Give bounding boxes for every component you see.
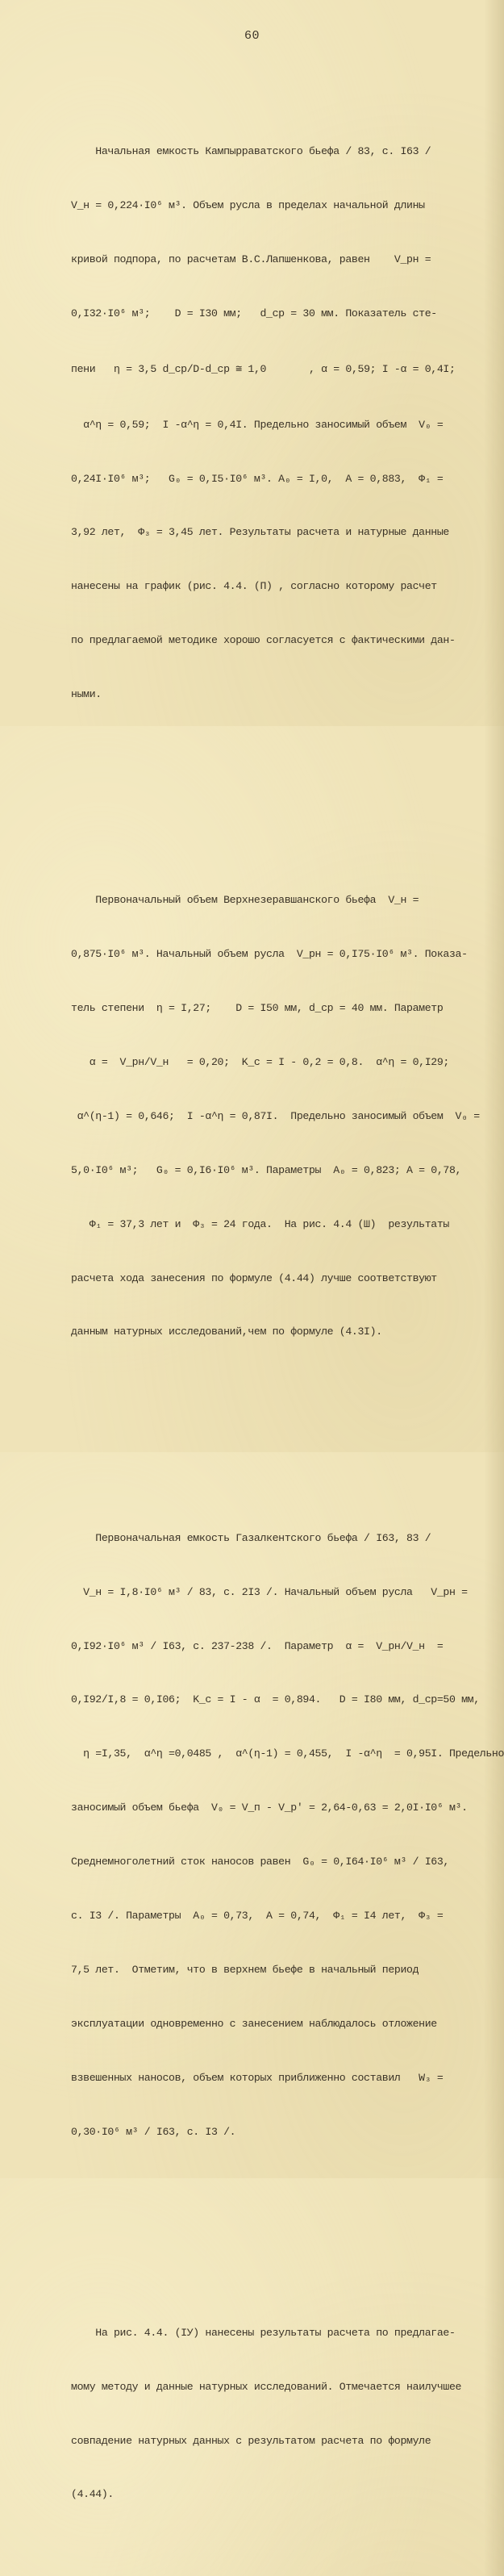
paragraph-gazalkent bbox=[71, 1493, 504, 2177]
text-line: 0,875·I0⁶ м³. Начальный объем русла V_рн = 0,I75·I0⁶ м³. Показа- bbox=[71, 948, 468, 961]
text-line: ными. bbox=[71, 688, 102, 701]
page-number: 60 bbox=[244, 29, 260, 43]
text-line: Первоначальная емкость Газалкентского бьефа / I63, 83 / bbox=[71, 1531, 431, 1544]
formula-line: пени η = 3,5 d_ср/D-d_ср ≅ 1,0 , α = 0,59; I -α = 0,4I; bbox=[71, 363, 456, 376]
text-line: α^(η-1) = 0,646; I -α^η = 0,87I. Предельно заносимый объем V₀ = bbox=[71, 1109, 480, 1122]
paragraph-gap bbox=[71, 2231, 482, 2234]
text-line: мому методу и данные натурных исследований. Отмечается наилучшее bbox=[71, 2380, 462, 2393]
text-line: расчета хода занесения по формуле (4.44) лучше соответствуют bbox=[71, 1271, 437, 1284]
paragraph-verkhnezeravshan bbox=[71, 856, 482, 1378]
text-line: V_н = I,8·I0⁶ м³ / 83, с. 2I3 /. Начальный объем русла V_рн = bbox=[71, 1585, 468, 1598]
paragraph-gap bbox=[71, 794, 482, 802]
text-line: 0,I92·I0⁶ м³ / I63, с. 237-238 /. Параметр α = V_рн/V_н = bbox=[71, 1639, 444, 1652]
text-line: взвешенных наносов, объем которых приближенно составил W₃ = bbox=[71, 2071, 444, 2084]
text-line: V_н = 0,224·I0⁶ м³. Объем русла в пределах начальной длины bbox=[71, 199, 425, 212]
text-line: заносимый объем бьефа V₀ = V_п - V_р' = 2,64-0,63 = 2,0I·I0⁶ м³. bbox=[71, 1802, 468, 1814]
text-line: Первоначальный объем Верхнезеравшанского бьефа V_н = bbox=[71, 894, 419, 907]
text-line: 3,92 лет, Φ₃ = 3,45 лет. Результаты расчета и натурные данные bbox=[71, 526, 449, 539]
text-line: 0,I92/I,8 = 0,I06; K_с = I - α = 0,894. D = I80 мм, d_ср=50 мм, bbox=[71, 1693, 480, 1706]
text-line: На рис. 4.4. (IУ) нанесены результаты расчета по предлагае- bbox=[71, 2326, 456, 2339]
text-line: 5,0·I0⁶ м³; G₀ = 0,I6·I0⁶ м³. Параметры A₀ = 0,823; A = 0,78, bbox=[71, 1163, 462, 1176]
text-line: тель степени η = I,27; D = I50 мм, d_ср = 40 мм. Параметр bbox=[71, 1002, 444, 1015]
text-line: с. I3 /. Параметры A₀ = 0,73, A = 0,74, Φ₁ = I4 лет, Φ₃ = bbox=[71, 1909, 444, 1922]
paragraph-gap bbox=[71, 1431, 482, 1439]
text-line: Начальная емкость Кампырраватского бьефа / 83, с. I63 / bbox=[71, 145, 431, 158]
paragraph-kampyrravat bbox=[71, 107, 482, 740]
text-line: эксплуатации одновременно с занесением наблюдалось отложение bbox=[71, 2017, 437, 2030]
text-line: (4.44). bbox=[71, 2488, 114, 2501]
document-body bbox=[71, 53, 504, 2576]
text-line: α = V_рн/V_н = 0,20; K_с = I - 0,2 = 0,8. α^η = 0,I29; bbox=[71, 1056, 449, 1069]
text-line: по предлагаемой методике хорошо согласуется с фактическими дан- bbox=[71, 634, 456, 647]
text-line: 0,24I·I0⁶ м³; G₀ = 0,I5·I0⁶ м³. A₀ = I,0, A = 0,883, Φ₁ = bbox=[71, 472, 444, 485]
text-line: совпадение натурных данных с результатом расчета по формуле bbox=[71, 2434, 431, 2447]
text-line: 0,I32·I0⁶ м³; D = I30 мм; d_ср = 30 мм. Показатель сте- bbox=[71, 307, 437, 320]
text-line: η =I,35, α^η =0,0485 , α^(η-1) = 0,455, I -α^η = 0,95I. Предельно bbox=[71, 1747, 504, 1760]
text-line: данным натурных исследований,чем по формуле (4.3I). bbox=[71, 1326, 382, 1338]
text-line: 0,30·I0⁶ м³ / I63, с. I3 /. bbox=[71, 2125, 236, 2138]
text-line: кривой подпора, по расчетам В.С.Лапшенкова, равен V_рн = bbox=[71, 253, 431, 266]
text-line: 7,5 лет. Отметим, что в верхнем бьефе в начальный период bbox=[71, 1963, 419, 1976]
text-line: α^η = 0,59; I -α^η = 0,4I. Предельно заносимый объем V₀ = bbox=[71, 418, 444, 431]
paragraph-conclusion bbox=[71, 2288, 482, 2540]
text-line: Φ₁ = 37,3 лет и Φ₃ = 24 года. На рис. 4.4 (Ш) результаты bbox=[71, 1217, 449, 1230]
text-line: Среднемноголетний сток наносов равен G₀ = 0,I64·I0⁶ м³ / I63, bbox=[71, 1856, 449, 1868]
text-line: нанесены на график (рис. 4.4. (П) , согласно которому расчет bbox=[71, 580, 437, 593]
